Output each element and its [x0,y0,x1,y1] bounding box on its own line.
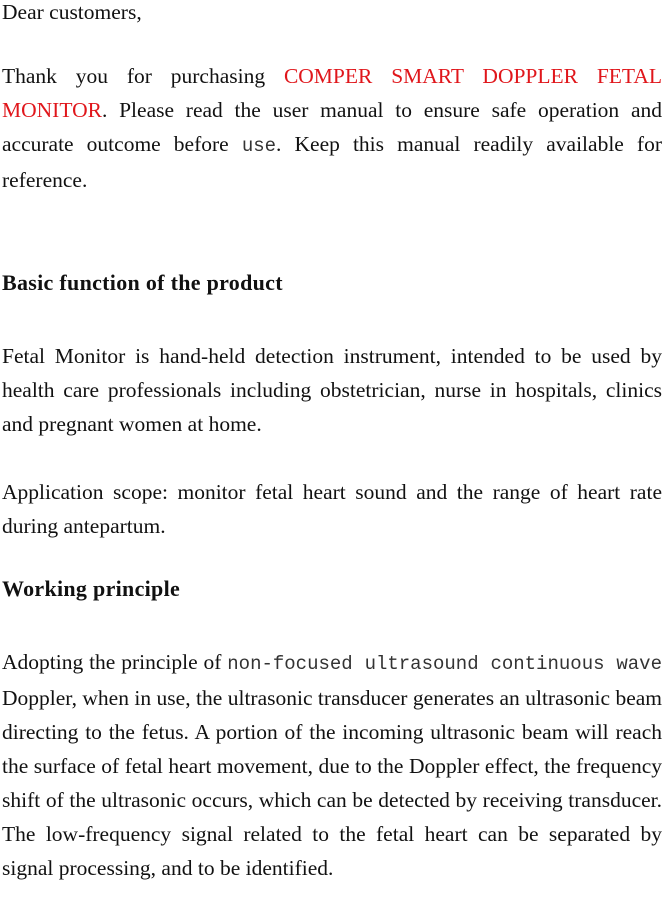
intro-paragraph [2,59,662,197]
application-scope-paragraph: Application scope: monitor fetal heart sound and the range of heart rate during antepartum. [2,480,662,538]
product-name: COMPER SMART DOPPLER FETAL MONITOR [2,64,662,122]
intro-text-3: . Keep this manual readily available for reference. [2,132,662,192]
intro-mono-word: use [241,135,277,157]
greeting: Dear customers, [2,0,142,24]
heading-basic-function: Basic function of the product [2,270,283,295]
working-text-1: Adopting the principle of [2,650,222,674]
working-mono-phrase: non-focused ultrasound continuous wave [227,653,662,675]
heading-working-principle: Working principle [2,576,181,601]
intro-text-1: Thank you for purchasing [2,64,266,88]
working-principle-paragraph [2,645,662,885]
basic-function-paragraph: Fetal Monitor is hand-held detection instrument, intended to be used by health care professionals including obstetrician, nurse in hospitals, clinics and pregnant women at home. [2,344,662,436]
intro-text-2: . Please read the user manual to ensure safe operation and accurate outcome before [2,98,662,156]
working-text-2: Doppler, when in use, the ultrasonic transducer generates an ultrasonic beam directing to the fetus. A portion of the incoming ultrasonic beam will reach the surface of fetal heart movement, due to the Doppler effect, the frequency shift of the ultrasonic occurs, which can be detected by receiving transducer. The low-frequency signal related to the fetal heart can be separated by signal processing, and to be identified. [2,686,662,880]
